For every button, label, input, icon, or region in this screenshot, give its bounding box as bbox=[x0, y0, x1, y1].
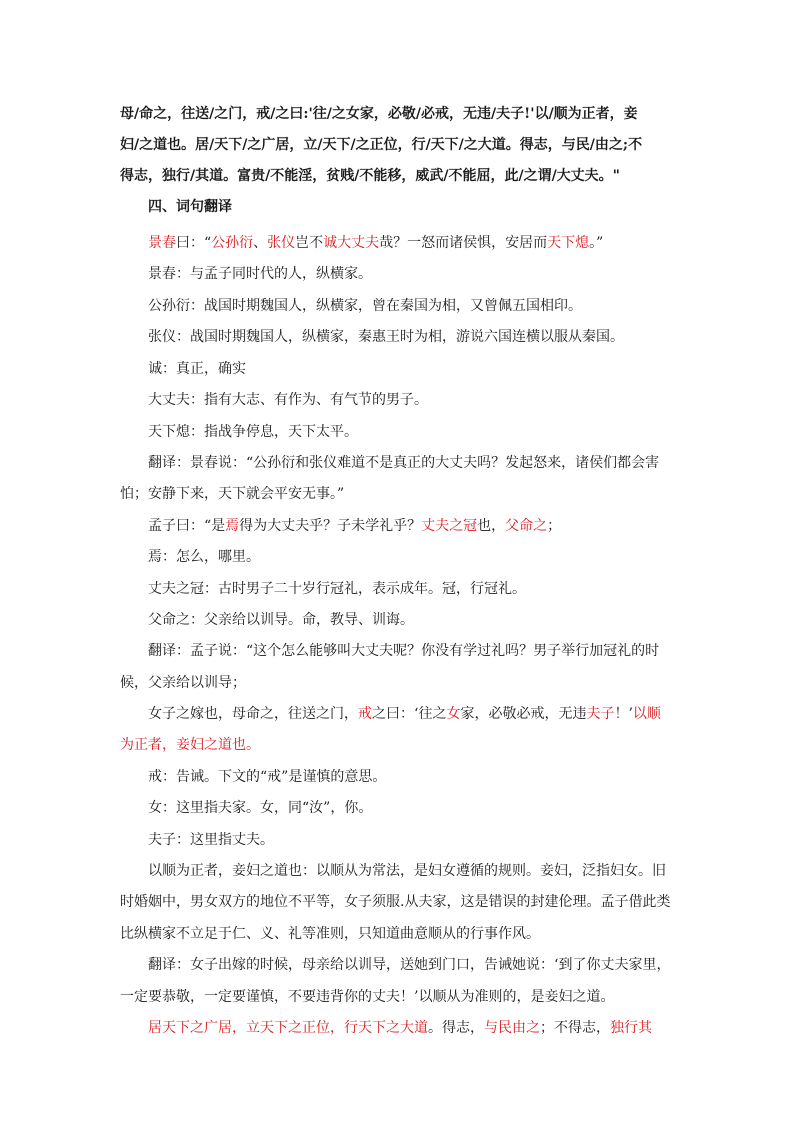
text-span: 也， bbox=[477, 518, 506, 534]
text-line bbox=[148, 516, 561, 536]
text-span: 比纵横家不立足于仁、义、礼等准则，只知道曲意顺从的行事作风。 bbox=[120, 926, 540, 942]
text-line bbox=[148, 641, 659, 661]
text-span: 翻译：孟子说：“这个怎么能够叫大丈夫呢？你没有学过礼吗？男子举行加冠礼的时 bbox=[148, 643, 660, 659]
highlighted-text: 景春 bbox=[148, 235, 176, 251]
text-line bbox=[120, 166, 620, 186]
text-span: 母/命之，往送/之门，戒/之曰:'往/之女家，必敬/必戒，无违/夫子!'以/顺为正者，妾 bbox=[120, 106, 638, 122]
text-span: 。” bbox=[589, 235, 604, 251]
text-line bbox=[120, 735, 260, 755]
text-span: 戒：告诫。下文的“戒”是谨慎的意思。 bbox=[148, 769, 387, 785]
text-line bbox=[120, 892, 670, 912]
text-line bbox=[120, 673, 246, 693]
text-span: 得为大丈夫乎？子未学礼乎？ bbox=[239, 518, 422, 534]
text-span: 怕；安静下来，天下就会平安无事。” bbox=[120, 486, 345, 502]
text-span: 岂不 bbox=[295, 235, 324, 251]
text-span: 曰：“ bbox=[176, 235, 212, 251]
highlighted-text: 父命之 bbox=[505, 518, 548, 534]
text-span: 妇/之道也。居/天下/之广居，立/天下/之正位，行/天下/之大道。得志，与民/由之;不 bbox=[120, 137, 643, 153]
text-span: 大丈夫：指有大志、有作为、有气节的男子。 bbox=[148, 392, 428, 408]
text-line bbox=[148, 798, 372, 818]
highlighted-text: 与民由之 bbox=[484, 1020, 540, 1036]
text-span: 时婚姻中，男女双方的地位不平等，女子须服.从夫家，这是错误的封建伦理。孟子借此类 bbox=[120, 894, 671, 910]
text-line bbox=[120, 135, 642, 155]
text-line bbox=[120, 104, 638, 124]
text-span: 公孙衍：战国时期魏国人，纵横家，曾在秦国为相，又曾佩五国相印。 bbox=[148, 298, 582, 314]
text-line bbox=[148, 610, 414, 630]
text-span: 父命之：父亲给以训导。命，教导、训诲。 bbox=[148, 612, 414, 628]
text-span: 、 bbox=[253, 235, 268, 251]
text-line bbox=[148, 861, 666, 881]
text-span: 以顺为正者，妾妇之道也：以顺从为常法，是妇女遵循的规则。妾妇，泛指妇女。旧 bbox=[148, 863, 666, 879]
text-span: 女子之嫁也，母命之，往送之门， bbox=[148, 706, 358, 722]
highlighted-text: 居天下之广居，立天下之正位，行天下之大道 bbox=[148, 1020, 428, 1036]
text-span: 天下熄：指战争停息，天下太平。 bbox=[148, 424, 358, 440]
text-span: 孟子曰：“是 bbox=[148, 518, 226, 534]
text-span: 女：这里指夫家。女，同“汝”，你。 bbox=[148, 800, 373, 816]
text-span: 候，父亲给以训导； bbox=[120, 675, 246, 691]
highlighted-text: 独行其 bbox=[610, 1020, 652, 1036]
text-span: ；不得志， bbox=[540, 1020, 610, 1036]
text-span: 哉？一怒而诸侯惧，安居而 bbox=[379, 235, 548, 251]
text-line bbox=[148, 704, 661, 724]
text-line bbox=[148, 296, 582, 316]
highlighted-text: 公孙衍 bbox=[211, 235, 254, 251]
text-line bbox=[120, 987, 614, 1007]
text-line bbox=[148, 955, 670, 975]
highlighted-text: 张仪 bbox=[267, 235, 296, 251]
text-line bbox=[120, 484, 344, 504]
text-span: ！’ bbox=[614, 706, 633, 722]
text-line bbox=[148, 830, 274, 850]
highlighted-text: 女 bbox=[446, 706, 461, 722]
text-line bbox=[148, 264, 372, 284]
text-line bbox=[148, 453, 659, 473]
highlighted-text: 天下熄 bbox=[547, 235, 590, 251]
text-line bbox=[148, 233, 603, 253]
highlighted-text: 焉 bbox=[225, 518, 240, 534]
text-line bbox=[148, 390, 428, 410]
highlighted-text: 为正者，妾妇之道也。 bbox=[120, 737, 260, 753]
text-span: 得志，独行/其道。富贵/不能淫，贫贱/不能移，威武/不能屈，此/之谓/大丈夫。" bbox=[120, 168, 620, 184]
highlighted-text: 以顺 bbox=[632, 706, 661, 722]
text-line bbox=[148, 579, 526, 599]
highlighted-text: 夫子 bbox=[586, 706, 615, 722]
text-line bbox=[148, 359, 246, 379]
text-line bbox=[148, 547, 260, 567]
text-line bbox=[120, 924, 540, 944]
text-line bbox=[148, 422, 358, 442]
text-span: 焉：怎么，哪里。 bbox=[148, 549, 260, 565]
text-span: 诚：真正，确实 bbox=[148, 361, 246, 377]
text-span: 张仪：战国时期魏国人，纵横家，秦惠王时为相，游说六国连横以服从秦国。 bbox=[148, 329, 624, 345]
text-line bbox=[148, 327, 624, 347]
text-line bbox=[148, 767, 386, 787]
text-span: 丈夫之冠：古时男子二十岁行冠礼，表示成年。冠，行冠礼。 bbox=[148, 581, 526, 597]
text-span: 夫子：这里指丈夫。 bbox=[148, 832, 274, 848]
text-span: 之曰：‘往之 bbox=[372, 706, 447, 722]
highlighted-text: 丈夫之冠 bbox=[421, 518, 478, 534]
highlighted-text: 诚大丈夫 bbox=[323, 235, 380, 251]
highlighted-text: 戒 bbox=[358, 706, 372, 722]
text-span: 一定要恭敬，一定要谨慎，不要违背你的丈夫！’以顺从为准则的，是妾妇之道。 bbox=[120, 989, 615, 1005]
text-line bbox=[148, 1018, 652, 1038]
text-span: 景春：与孟子同时代的人，纵横家。 bbox=[148, 266, 372, 282]
text-span: 家，必敬必戒，无违 bbox=[460, 706, 587, 722]
text-span: 翻译：景春说：“公孙衍和张仪难道不是真正的大丈夫吗？发起怒来，诸侯们都会害 bbox=[148, 455, 660, 471]
text-span: 。得志， bbox=[428, 1020, 484, 1036]
text-span: ； bbox=[547, 518, 562, 534]
section-heading: 四、词句翻译 bbox=[148, 199, 232, 215]
text-span: 翻译：女子出嫁的时候，母亲给以训导，送她到门口，告诫她说：‘到了你丈夫家里， bbox=[148, 957, 671, 973]
